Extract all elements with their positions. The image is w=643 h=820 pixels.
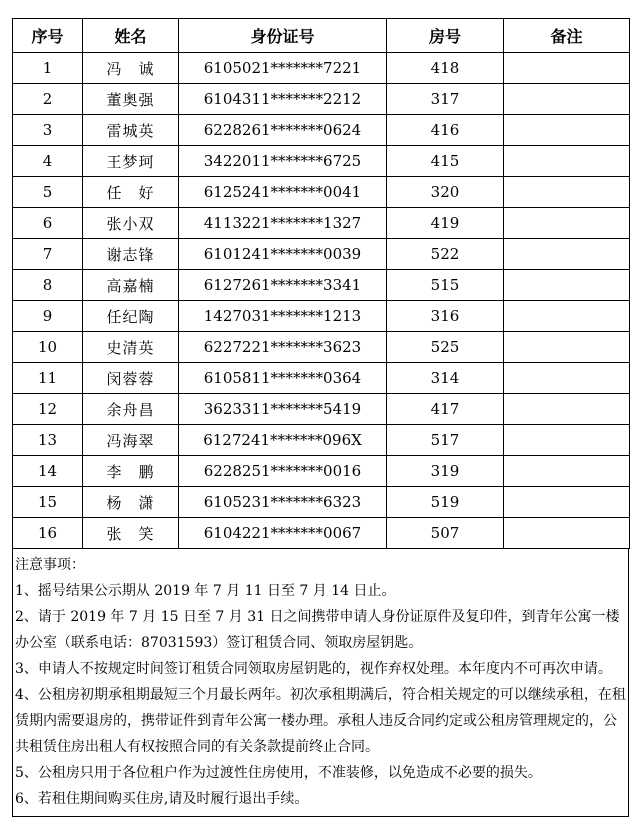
- note-item: 5、公租房只用于各位租户作为过渡性住房使用，不准装修，以免造成不必要的损失。: [15, 765, 542, 781]
- cell-name: 冯海翠: [83, 425, 179, 456]
- cell-index: 10: [13, 332, 83, 363]
- header-room: 房号: [387, 19, 504, 53]
- cell-id-number: 6127241*******096X: [179, 425, 387, 456]
- cell-remarks: [504, 270, 630, 301]
- table-row: [13, 518, 630, 549]
- table-row: [13, 239, 630, 270]
- cell-index: 11: [13, 363, 83, 394]
- note-item: 4、公租房初期承租期最短三个月最长两年。初次承租期满后，符合相关规定的可以继续承租，在租赁期内需要退房的，携带证件到青年公寓一楼办理。承租人违反合同约定或公租房管理规定的，公共租赁住房出租人有权按照合同的有关条款提前终止合同。: [15, 687, 626, 755]
- cell-remarks: [504, 53, 630, 84]
- cell-index: 6: [13, 208, 83, 239]
- cell-index: 13: [13, 425, 83, 456]
- cell-name: 董奥强: [83, 84, 179, 115]
- table-row: [13, 456, 630, 487]
- cell-name: 高嘉楠: [83, 270, 179, 301]
- cell-index: 4: [13, 146, 83, 177]
- cell-room: 522: [387, 239, 504, 270]
- cell-index: 1: [13, 53, 83, 84]
- cell-remarks: [504, 394, 630, 425]
- cell-id-number: 3422011*******6725: [179, 146, 387, 177]
- cell-room: 519: [387, 487, 504, 518]
- table-row: [13, 332, 630, 363]
- table-row: [13, 146, 630, 177]
- cell-remarks: [504, 84, 630, 115]
- table-row: [13, 425, 630, 456]
- cell-name: 张 笑: [83, 518, 179, 549]
- cell-room: 320: [387, 177, 504, 208]
- cell-name: 谢志锋: [83, 239, 179, 270]
- cell-index: 8: [13, 270, 83, 301]
- cell-room: 316: [387, 301, 504, 332]
- tenant-table: [12, 18, 630, 549]
- header-id-number: 身份证号: [179, 19, 387, 53]
- cell-room: 419: [387, 208, 504, 239]
- cell-room: 319: [387, 456, 504, 487]
- cell-index: 5: [13, 177, 83, 208]
- cell-name: 冯 诚: [83, 53, 179, 84]
- cell-id-number: 6105231*******6323: [179, 487, 387, 518]
- cell-index: 2: [13, 84, 83, 115]
- cell-id-number: 6228261*******0624: [179, 115, 387, 146]
- cell-room: 416: [387, 115, 504, 146]
- cell-id-number: 6101241*******0039: [179, 239, 387, 270]
- table-row: [13, 487, 630, 518]
- cell-index: 12: [13, 394, 83, 425]
- table-row: [13, 177, 630, 208]
- cell-index: 15: [13, 487, 83, 518]
- cell-room: 418: [387, 53, 504, 84]
- header-index: 序号: [13, 19, 83, 53]
- table-body: [13, 53, 630, 549]
- notes-section: [12, 549, 629, 817]
- cell-name: 杨 潇: [83, 487, 179, 518]
- cell-id-number: 1427031*******1213: [179, 301, 387, 332]
- cell-room: 417: [387, 394, 504, 425]
- cell-name: 雷城英: [83, 115, 179, 146]
- cell-index: 14: [13, 456, 83, 487]
- cell-room: 525: [387, 332, 504, 363]
- cell-id-number: 6228251*******0016: [179, 456, 387, 487]
- cell-room: 415: [387, 146, 504, 177]
- cell-index: 9: [13, 301, 83, 332]
- cell-remarks: [504, 518, 630, 549]
- cell-id-number: 6227221*******3623: [179, 332, 387, 363]
- cell-remarks: [504, 363, 630, 394]
- cell-name: 张小双: [83, 208, 179, 239]
- cell-id-number: 6104221*******0067: [179, 518, 387, 549]
- cell-name: 李 鹏: [83, 456, 179, 487]
- document-sheet: [12, 18, 629, 817]
- table-row: [13, 115, 630, 146]
- notes-title: 注意事项：: [15, 557, 85, 573]
- cell-name: 任 好: [83, 177, 179, 208]
- cell-remarks: [504, 177, 630, 208]
- table-header-row: [13, 19, 630, 53]
- cell-id-number: 6125241*******0041: [179, 177, 387, 208]
- cell-id-number: 6127261*******3341: [179, 270, 387, 301]
- cell-name: 王梦珂: [83, 146, 179, 177]
- table-row: [13, 394, 630, 425]
- table-row: [13, 301, 630, 332]
- table-row: [13, 270, 630, 301]
- cell-name: 余舟昌: [83, 394, 179, 425]
- cell-name: 任纪陶: [83, 301, 179, 332]
- cell-remarks: [504, 332, 630, 363]
- cell-room: 507: [387, 518, 504, 549]
- cell-id-number: 6105811*******0364: [179, 363, 387, 394]
- cell-remarks: [504, 146, 630, 177]
- cell-remarks: [504, 425, 630, 456]
- cell-remarks: [504, 487, 630, 518]
- note-item: 3、申请人不按规定时间签订租赁合同领取房屋钥匙的，视作弃权处理。本年度内不可再次申请。: [15, 661, 612, 677]
- table-row: [13, 53, 630, 84]
- cell-index: 3: [13, 115, 83, 146]
- cell-remarks: [504, 208, 630, 239]
- note-item: 1、摇号结果公示期从 2019 年 7 月 11 日至 7 月 14 日止。: [15, 583, 396, 599]
- cell-remarks: [504, 115, 630, 146]
- cell-id-number: 6104311*******2212: [179, 84, 387, 115]
- cell-room: 314: [387, 363, 504, 394]
- table-row: [13, 84, 630, 115]
- cell-id-number: 4113221*******1327: [179, 208, 387, 239]
- table-row: [13, 363, 630, 394]
- note-item: 6、若租住期间购买住房,请及时履行退出手续。: [15, 791, 309, 807]
- cell-room: 317: [387, 84, 504, 115]
- table-row: [13, 208, 630, 239]
- note-item: 2、请于 2019 年 7 月 15 日至 7 月 31 日之间携带申请人身份证原件及复印件，到青年公寓一楼办公室（联系电话：87031593）签订租赁合同、领取房屋钥匙。: [15, 609, 620, 651]
- cell-index: 7: [13, 239, 83, 270]
- cell-remarks: [504, 239, 630, 270]
- cell-name: 闵蓉蓉: [83, 363, 179, 394]
- cell-remarks: [504, 301, 630, 332]
- cell-id-number: 3623311*******5419: [179, 394, 387, 425]
- cell-room: 515: [387, 270, 504, 301]
- header-remarks: 备注: [504, 19, 630, 53]
- cell-id-number: 6105021*******7221: [179, 53, 387, 84]
- cell-remarks: [504, 456, 630, 487]
- header-name: 姓名: [83, 19, 179, 53]
- cell-name: 史清英: [83, 332, 179, 363]
- cell-index: 16: [13, 518, 83, 549]
- cell-room: 517: [387, 425, 504, 456]
